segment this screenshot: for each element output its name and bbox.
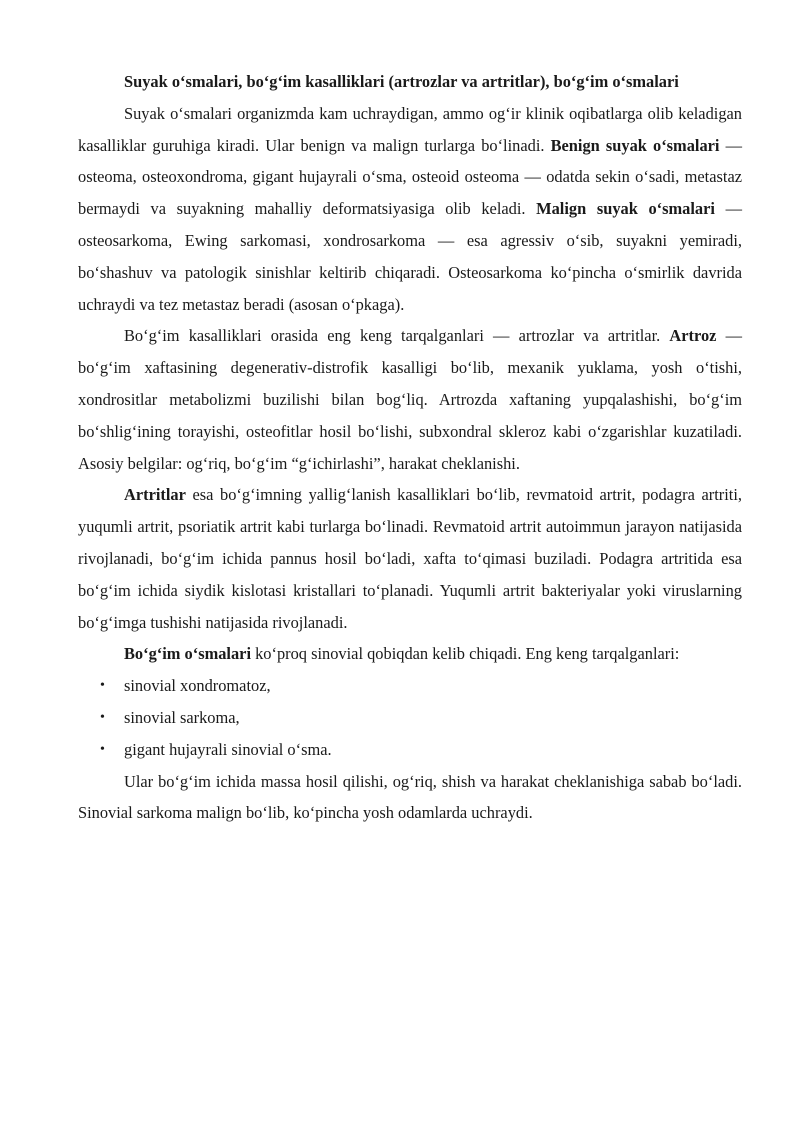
arthritis-text: esa bo‘g‘imning yallig‘lanish kasalliklari bo‘lib, revmatoid artrit, podagra artriti, yuqumli artrit, psoriatik artrit kabi turlarga bo‘linadi. Revmatoid artrit autoimmun jarayon natijasida rivojlanadi, bo‘g‘im ichida pannus hosil bo‘ladi, xafta to‘qimasi buziladi. Podagra artritida esa bo‘g‘im ichida siydik kislotasi kristallari to‘planadi. Yuqumli artrit bakteriyalar yoki viruslarning bo‘g‘imga tushishi natijasida rivojlanadi.	[78, 485, 742, 632]
bone-tumors-intro: Suyak o‘smalari organizmda kam uchraydigan, ammo og‘ir klinik oqibatlarga olib keladigan kasalliklar guruhiga kiradi. Ular benign va malign turlarga bo‘linadi.	[78, 103, 742, 155]
benign-text: — osteoma, osteoxondroma, gigant hujayrali o‘sma, osteoid osteoma — odatda sekin o‘sadi, metastaz bermaydi va suyakning mahalliy deformatsiyasiga olib keladi.	[78, 135, 742, 219]
bullet-icon: •	[100, 741, 105, 757]
list-item	[78, 702, 742, 734]
joint-tumor-list	[78, 670, 742, 765]
paragraph-joint-tumors	[78, 638, 742, 670]
list-item-text: sinovial xondromatoz,	[124, 676, 271, 696]
paragraph-joint-diseases	[78, 320, 742, 479]
artroz-term: Artroz	[669, 326, 717, 346]
benign-term: Benign suyak o‘smalari	[550, 135, 720, 155]
document-page	[78, 66, 742, 829]
document-heading: Suyak o‘smalari, bo‘g‘im kasalliklari (artrozlar va artritlar), bo‘g‘im o‘smalari	[124, 72, 679, 91]
arthritis-term: Artritlar	[124, 485, 186, 505]
artroz-text: — bo‘g‘im xaftasining degenerativ-distrofik kasalligi bo‘lib, mexanik yuklama, yosh o‘tishi, xondrositlar metabolizmi buzilishi bilan bog‘liq. Artrozda xaftaning yupqalashishi, bo‘g‘im bo‘shlig‘ining torayishi, osteofitlar hosil bo‘lishi, subxondral skleroz kabi o‘zgarishlar kuzatiladi. Asosiy belgilar: og‘riq, bo‘g‘im “g‘ichirlashi”, harakat cheklanishi.	[78, 326, 742, 473]
joint-diseases-intro: Bo‘g‘im kasalliklari orasida eng keng tarqalganlari — artrozlar va artritlar.	[124, 326, 670, 346]
paragraph-arthritis	[78, 479, 742, 638]
bullet-icon: •	[100, 678, 105, 694]
joint-tumors-term: Bo‘g‘im o‘smalari	[124, 644, 252, 664]
list-item	[78, 734, 742, 766]
malign-text: — osteosarkoma, Ewing sarkomasi, xondrosarkoma — esa agressiv o‘sib, suyakni yemiradi, bo‘shashuv va patologik sinishlar keltirib chiqaradi. Osteosarkoma ko‘pincha o‘smirlik davrida uchraydi va tez metastaz beradi (asosan o‘pkaga).	[78, 199, 742, 314]
bullet-icon: •	[100, 709, 105, 725]
list-item	[78, 670, 742, 702]
malign-term: Malign suyak o‘smalari	[536, 199, 715, 219]
joint-tumors-text: ko‘proq sinovial qobiqdan kelib chiqadi. Eng keng tarqalganlari:	[251, 644, 680, 664]
paragraph-bone-tumors	[78, 98, 742, 321]
list-item-text: gigant hujayrali sinovial o‘sma.	[124, 739, 332, 759]
paragraph-conclusion: Ular bo‘g‘im ichida massa hosil qilishi, og‘riq, shish va harakat cheklanishiga sabab bo‘ladi. Sinovial sarkoma malign bo‘lib, ko‘pincha yosh odamlarda uchraydi.	[78, 771, 742, 823]
list-item-text: sinovial sarkoma,	[124, 707, 240, 727]
